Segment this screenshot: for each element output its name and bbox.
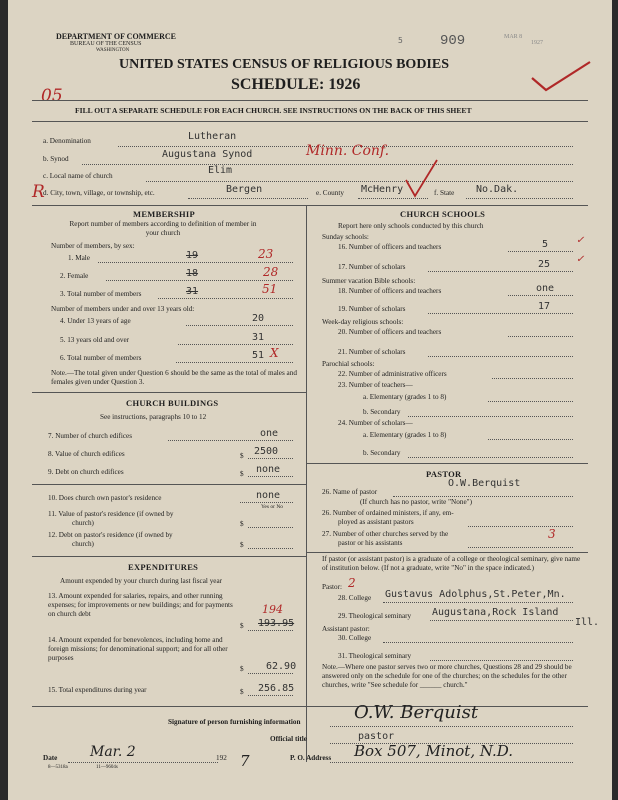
residence-value-label: 11. Value of pastor's residence (if owned by [48, 510, 174, 518]
dollar-sign: $ [240, 520, 244, 528]
pastor-count-mark: 2 [348, 576, 356, 590]
salaries-value: 193.95 [258, 618, 295, 629]
form-title: UNITED STATES CENSUS OF RELIGIOUS BODIES [119, 57, 450, 72]
over-13-value: 31 [252, 332, 265, 343]
female-value: 18 [186, 268, 199, 279]
other-churches-label-2: pastor or his assistants [338, 539, 403, 547]
weekday-scholars-label: 21. Number of scholars [338, 348, 406, 356]
salaries-label: 13. Amount expended for salaries, repairs, and other running expenses; for improvements or new buildings; and for payments on church debt [48, 592, 233, 618]
membership-footnote: Note.—The total given under Question 6 should be the same as the total of males and females given under Question 3. [51, 369, 297, 386]
pastor-residence-label: 10. Does church own pastor's residence [48, 494, 162, 502]
sunday-scholars-label: 17. Number of scholars [338, 263, 406, 271]
pastor-footnote: Note.—Where one pastor serves two or more churches, Questions 28 and 29 should be answered only on the schedule for one of the churches; on the schedules for the other churches, write "See schedule for ______ church." [322, 663, 572, 689]
seminary-value: Augustana,Rock Island [432, 607, 559, 618]
print-number: 11—9604s [96, 765, 118, 770]
teachers-secondary-label: b. Secondary [363, 408, 401, 416]
state-value: No.Dak. [476, 184, 519, 195]
vacation-schools-label: Summer vacation Bible schools: [322, 277, 416, 285]
pastor-name-label: 26. Name of pastor [322, 488, 378, 496]
church-buildings-heading: CHURCH BUILDINGS [126, 398, 219, 408]
county-value: McHenry [361, 184, 404, 195]
pastor-subheading: Pastor: [322, 583, 342, 591]
church-buildings-note: See instructions, paragraphs 10 to 12 [100, 413, 207, 421]
dollar-sign: $ [240, 665, 244, 673]
church-schools-heading: CHURCH SCHOOLS [400, 209, 486, 219]
over-13-label: 5. 13 years old and over [60, 336, 130, 344]
date-year-label: 192 [216, 754, 227, 762]
total-members-6-mark: X [270, 346, 279, 360]
debt-edifices-label: 9. Debt on church edifices [48, 468, 124, 476]
vacation-scholars-value: 17 [538, 301, 551, 312]
date-label: Date [43, 754, 58, 762]
total-members-label: 3. Total number of members [60, 290, 142, 298]
form-code: 5 [398, 36, 403, 45]
city-value: Bergen [226, 184, 263, 195]
under-13-value: 20 [252, 313, 265, 324]
po-address-value: Box 507, Minot, N.D. [354, 742, 514, 760]
margin-letter: R [32, 182, 45, 202]
dollar-sign: $ [240, 622, 244, 630]
bureau-city: WASHINGTON [96, 48, 130, 53]
residence-debt-label: 12. Debt on pastor's residence (if owned by [48, 531, 173, 539]
pastor-heading: PASTOR [426, 469, 462, 479]
value-edifices-label: 8. Value of church edifices [48, 450, 125, 458]
by-sex-label: Number of members, by sex: [51, 242, 135, 250]
date-value: Mar. 2 [90, 744, 136, 760]
signature-value: O.W. Berquist [354, 702, 479, 723]
dollar-sign: $ [240, 541, 244, 549]
yes-or-no-hint: Yes or No [261, 504, 284, 510]
edifices-value: one [260, 428, 279, 439]
edifices-label: 7. Number of church edifices [48, 432, 133, 440]
county-label: e. County [316, 189, 344, 197]
scholars-secondary-label: b. Secondary [363, 449, 401, 457]
female-correction: 28 [263, 265, 279, 279]
assistant-pastor-label: Assistant pastor: [322, 625, 370, 633]
male-value: 19 [186, 250, 199, 261]
form-number: 8—5318a [48, 765, 68, 770]
salaries-correction: 194 [262, 603, 283, 616]
church-name-value: Elim [208, 165, 233, 176]
received-stamp-year: 1927 [531, 40, 543, 46]
synod-label: b. Synod [43, 155, 69, 163]
pastor-residence-value: none [256, 490, 281, 501]
assistant-seminary-label: 31. Theological seminary [338, 652, 412, 660]
vacation-scholars-label: 19. Number of scholars [338, 305, 406, 313]
pastor-name-hint: (If church has no pastor, write "None") [360, 498, 472, 506]
total-expenditures-label: 15. Total expenditures during year [48, 686, 147, 694]
residence-debt-label-2: church) [72, 540, 94, 548]
assistant-ministers-label-2: ployed as assistant pastors [338, 518, 414, 526]
total-members-correction: 51 [262, 282, 278, 296]
received-stamp: MAR 8 [504, 34, 523, 40]
benevolences-label: 14. Amount expended for benevolences, including home and foreign missions; for denominational support; and for all other purposes [48, 636, 228, 662]
check-mark-icon: ✓ [576, 254, 585, 265]
total-members-value: 31 [186, 286, 199, 297]
handwritten-code: 05 [41, 86, 63, 106]
date-year-value: 7 [240, 752, 250, 770]
denomination-value: Lutheran [188, 131, 237, 142]
weekday-schools-label: Week-day religious schools: [322, 318, 404, 326]
teachers-label: 23. Number of teachers— [338, 381, 413, 389]
value-edifices-value: 2500 [254, 446, 279, 457]
assistant-college-label: 30. College [338, 634, 372, 642]
seminary-value-2: Ill. [575, 617, 600, 628]
city-label: d. City, town, village, or township, etc. [43, 189, 155, 197]
other-churches-value: 3 [548, 527, 556, 541]
sunday-schools-label: Sunday schools: [322, 233, 369, 241]
state-label: f. State [434, 189, 455, 197]
official-title-value: pastor [358, 731, 395, 742]
parochial-schools-label: Parochial schools: [322, 360, 375, 368]
under-13-label: 4. Under 13 years of age [60, 317, 131, 325]
signature-label: Signature of person furnishing information [168, 718, 301, 726]
instruction-banner: FILL OUT A SEPARATE SCHEDULE FOR EACH CHURCH. SEE INSTRUCTIONS ON THE BACK OF THIS SHEET [75, 106, 472, 115]
other-churches-label: 27. Number of other churches served by the [322, 530, 449, 538]
membership-heading: MEMBERSHIP [133, 209, 196, 219]
serial-number: 909 [440, 33, 466, 49]
male-correction: 23 [258, 247, 274, 261]
total-members-6-label: 6. Total number of members [60, 354, 142, 362]
female-label: 2. Female [60, 272, 89, 280]
graduate-note: If pastor (or assistant pastor) is a graduate of a college or theological seminary, give name of institution below. (If not a graduate, write "No" in the space indicated.) [322, 555, 581, 572]
dollar-sign: $ [240, 470, 244, 478]
debt-edifices-value: none [256, 464, 281, 475]
department-name: DEPARTMENT OF COMMERCE [56, 32, 177, 41]
synod-annotation: Minn. Conf. [306, 143, 390, 159]
expenditures-heading: EXPENDITURES [128, 562, 199, 572]
total-members-6-value: 51 [252, 350, 265, 361]
church-name-label: c. Local name of church [43, 172, 113, 180]
pastor-name-value: O.W.Berquist [448, 478, 521, 489]
seminary-label: 29. Theological seminary [338, 612, 412, 620]
vacation-officers-label: 18. Number of officers and teachers [338, 287, 442, 295]
dollar-sign: $ [240, 452, 244, 460]
teachers-elementary-label: a. Elementary (grades 1 to 8) [363, 393, 447, 401]
church-schools-note: Report here only schools conducted by this church [338, 222, 484, 230]
assistant-ministers-label: 26. Number of ordained ministers, if any, em- [322, 509, 454, 517]
total-expenditures-value: 256.85 [258, 683, 295, 694]
admin-officers-label: 22. Number of administrative officers [338, 370, 447, 378]
membership-note: Report number of members according to definition of member in your church [69, 220, 257, 237]
sunday-scholars-value: 25 [538, 259, 551, 270]
denomination-label: a. Denomination [43, 137, 91, 145]
college-label: 28. College [338, 594, 372, 602]
weekday-officers-label: 20. Number of officers and teachers [338, 328, 442, 336]
sunday-officers-value: 5 [542, 239, 549, 250]
schedule-form [8, 0, 612, 800]
male-label: 1. Male [68, 254, 90, 262]
college-value: Gustavus Adolphus,St.Peter,Mn. [385, 589, 566, 600]
dollar-sign: $ [240, 688, 244, 696]
official-title-label: Official title [270, 735, 307, 743]
bureau-name: BUREAU OF THE CENSUS [70, 41, 142, 47]
synod-value: Augustana Synod [162, 149, 253, 160]
expenditures-note: Amount expended by your church during last fiscal year [60, 577, 223, 585]
po-address-label: P. O. Address [290, 754, 332, 762]
vacation-officers-value: one [536, 283, 555, 294]
sunday-officers-label: 16. Number of officers and teachers [338, 243, 442, 251]
check-mark-icon [528, 56, 598, 96]
benevolences-value: 62.90 [266, 661, 297, 672]
scholars-elementary-label: a. Elementary (grades 1 to 8) [363, 431, 447, 439]
scholars-label: 24. Number of scholars— [338, 419, 413, 427]
form-subtitle: SCHEDULE: 1926 [231, 76, 361, 93]
residence-value-label-2: church) [72, 519, 94, 527]
age-label: Number of members under and over 13 years old: [51, 305, 195, 313]
check-mark-icon: ✓ [576, 235, 585, 246]
